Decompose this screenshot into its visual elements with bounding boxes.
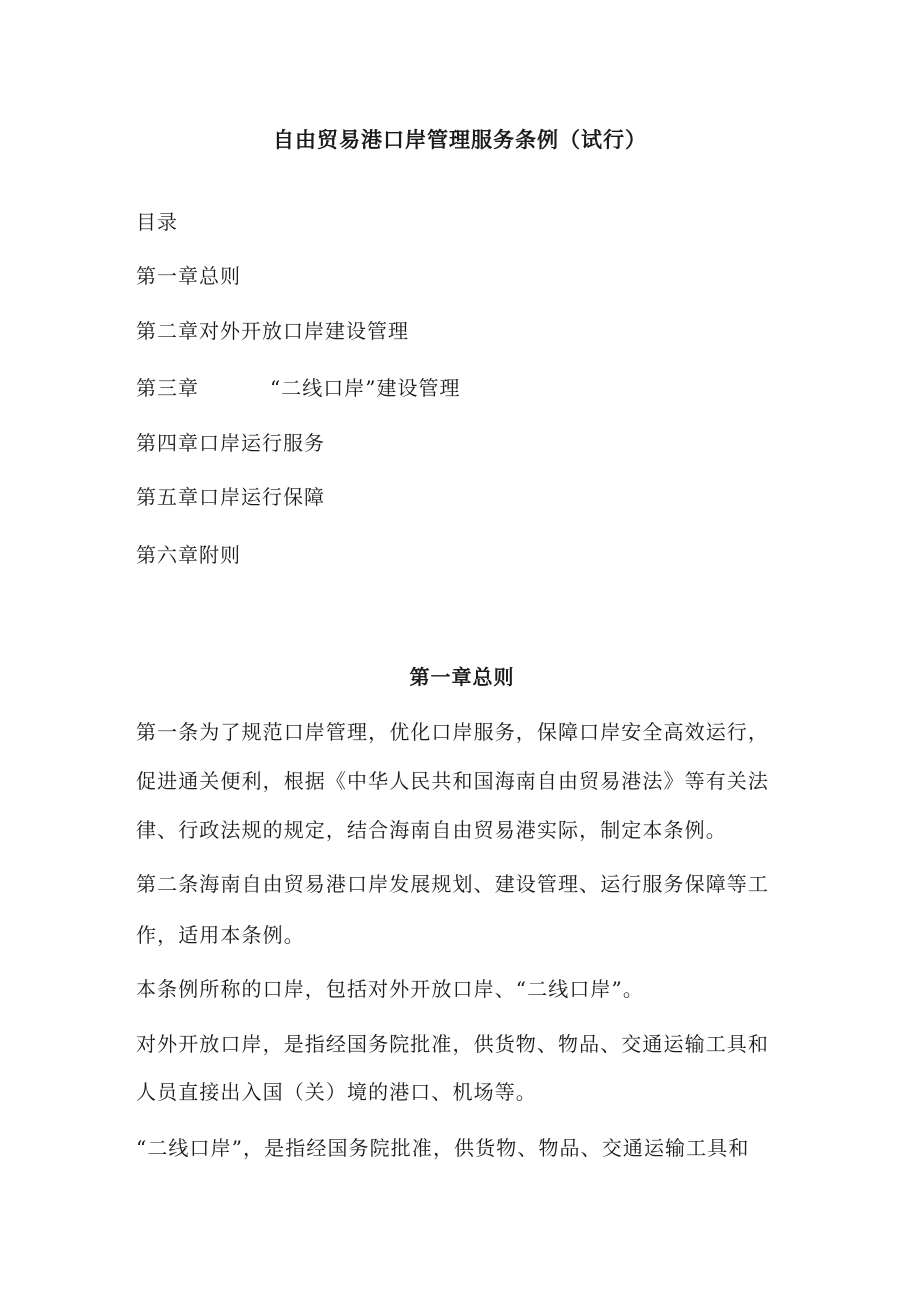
body-text-line: 促进通关便利，根据《中华人民共和国海南自由贸易港法》等有关法 [136,769,769,793]
toc-item-chapter-3 [136,374,460,402]
body-text-line: 作，适用本条例。 [136,923,305,947]
chapter-1-heading: 第一章总则 [409,665,515,689]
toc-item-chapter-5: 第五章口岸运行保障 [136,485,325,509]
toc-heading: 目录 [136,210,178,234]
toc-item-chapter-3-title: “二线口岸”建设管理 [270,376,461,400]
toc-item-chapter-3-number: 第三章 [136,376,199,400]
toc-item-chapter-6: 第六章附则 [136,543,241,567]
toc-item-chapter-1: 第一章总则 [136,264,241,288]
body-text-line: 本条例所称的口岸，包括对外开放口岸、“二线口岸”。 [136,977,644,1001]
toc-item-chapter-2: 第二章对外开放口岸建设管理 [136,319,409,343]
body-text-line: 人员直接出入国（关）境的港口、机场等。 [136,1080,537,1104]
body-text-line: 对外开放口岸，是指经国务院批准，供货物、物品、交通运输工具和 [136,1032,769,1056]
body-text-line: 第二条海南自由贸易港口岸发展规划、建设管理、运行服务保障等工 [136,872,769,896]
body-text-line: 第一条为了规范口岸管理，优化口岸服务，保障口岸安全高效运行， [136,720,769,744]
body-text-line: “二线口岸”，是指经国务院批准，供货物、物品、交通运输工具和 [136,1136,750,1160]
body-text-line: 律、行政法规的规定，结合海南自由贸易港实际，制定本条例。 [136,818,727,842]
document-title: 自由贸易港口岸管理服务条例（试行） [273,127,647,152]
toc-item-chapter-4: 第四章口岸运行服务 [136,431,325,455]
